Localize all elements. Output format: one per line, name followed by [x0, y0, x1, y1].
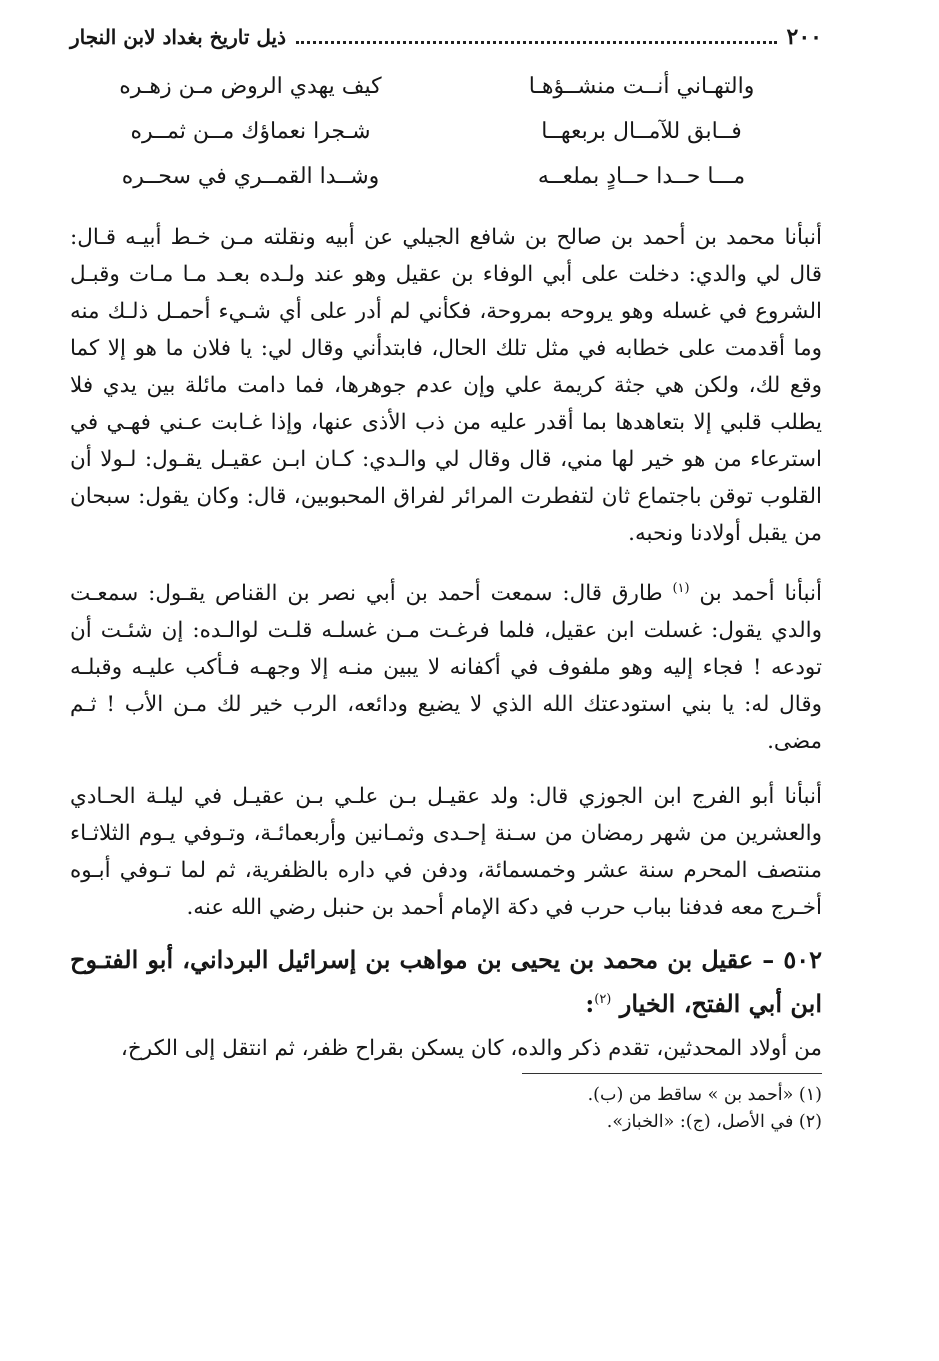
verse-first-hemistich: مـــا حــدا حــادٍ بملعــه — [537, 164, 746, 189]
footnote-marker: (١) — [672, 581, 690, 596]
biography-entry-heading — [70, 940, 822, 1024]
footnote-2: (٢) في الأصل، (ج): «الخباز». — [606, 1112, 822, 1133]
running-title: ذيل تاريخ بغداد لابن النجار — [70, 25, 286, 49]
poem-verse — [70, 64, 822, 109]
entry-colon: : — [585, 989, 595, 1019]
verse-second-hemistich: وشــدا القمــري في سحــره — [121, 164, 380, 189]
footnotes — [70, 1082, 822, 1136]
page-header — [70, 22, 822, 52]
paragraph-text-rest: طارق قال: سمعت أحمد بن أبي نصر بن القناص يقـول: سمعـت والدي يقول: غسلت ابن عقيل، فلما فرغـت مـن غسلـه قلـت لوالـده: إن شئـت أن تودعه ! فجاء إليه وهو ملفوف في أكفانه لا يبين منـه إلا وجهـه فـأكب عليـه وقبلـه وقال له: يا بني استودعتك الله الذي لا يضيع ودائعه، الرب خير لك مـن الأب ! ثـم مضى. — [70, 581, 822, 755]
paragraph-ibn-aqil-son: أنبأنا محمد بن أحمد بن صالح بن شافع الجيلي عن أبيه ونقلته مـن خـط أبيـه قـال: قال لي والدي: دخلت على أبي الوفاء بن عقيل وهو عند ولـده بعـد مـا مـات وقبـل الشروع في غسله وهو يروحه بمروحة، فكأني لم أدر على أي شـيء أحمـل ذلـك منه وما أقدمت على خطابه في مثل تلك الحال، فابتدأني وقال لي: يا فلان ما هو إلا كما وقع لك، ولكن هي جثة كريمة علي وإن عدم جوهرها، فما دامت مائلة بين يدي فلا يطلب قلبي إلا بتعاهدها بما أقدر عليه من ذب الأذى عنها، وإذا غـابت عـني فهـي في استرعاء من هو خير لها مني، قال وقال لي والـدي: كـان ابـن عقيـل يقـول: لـولا أن القلوب توقن باجتماع ثان لتفطرت المرائر لفراق المحبوبين، قال: وكان يقول: سبحان من يقبل أولادنا ونحبه. — [70, 225, 822, 546]
footnote-separator — [522, 1073, 822, 1074]
verse-second-hemistich: كيف يهدي الروض مـن زهـره — [119, 74, 382, 99]
verse-first-hemistich: فــابق للآمــال بربعهــا — [541, 119, 742, 144]
paragraph-entry-body: من أولاد المحدثين، تقدم ذكر والده، كان يسكن بقراح ظفر، ثم انتقل إلى الكرخ، — [120, 1036, 822, 1062]
paragraph-birth-death: أنبأنا أبو الفرج ابن الجوزي قال: ولد عقيـل بـن علـي بـن عقيـل في ليلـة الحـادي والعشرين من شهر رمضان من سـنة إحـدى وثمـانين وأربعمائـة، وتـوفي يـوم الثلاثـاء منتصف المحرم سنة عشر وخمسمائة، ودفن في داره بالظفرية، ثم لما تـوفي أبـوه أخـرج معه فدفنا بباب حرب في دكة الإمام أحمد بن حنبل رضي الله عنه. — [70, 784, 822, 921]
verse-first-hemistich: والتهـاني أنــت منشــؤهـا — [528, 74, 755, 99]
page-number: ٢٠٠ — [786, 24, 822, 50]
entry-title: ٥٠٢ – عقيل بن محمد بن يحيى بن مواهب بن إسرائيل البرداني، أبو الفتـوح ابن أبي الفتح، الخيار — [70, 945, 822, 1019]
footnote-marker: (٢) — [594, 992, 612, 1008]
paragraph-washing-account — [70, 570, 822, 760]
poem — [70, 64, 822, 199]
book-page — [70, 22, 822, 1136]
footnote-1: (١) «أحمد بن » ساقط من (ب). — [587, 1085, 822, 1106]
paragraph-text-start: أنبأنا أحمد بن — [689, 581, 822, 607]
header-dot-leader — [296, 27, 777, 44]
verse-second-hemistich: شـجرا نعماؤك مــن ثمــره — [130, 119, 371, 144]
poem-verse — [70, 109, 822, 154]
poem-verse — [70, 154, 822, 199]
